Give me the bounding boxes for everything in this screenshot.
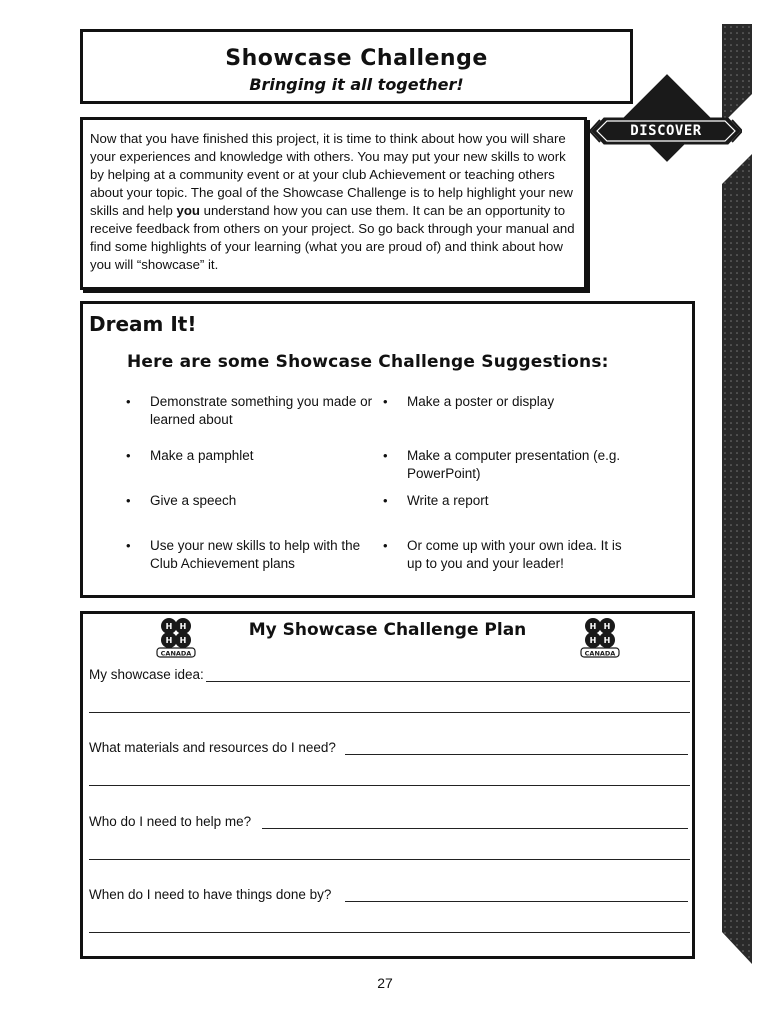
suggestion-text: Use your new skills to help with the Club Achievement plans: [150, 538, 361, 571]
discover-badge: [590, 116, 742, 146]
bullet-icon: •: [126, 394, 131, 409]
answer-line-materials[interactable]: [345, 754, 688, 755]
svg-text:H: H: [603, 636, 611, 645]
intro-bold-word: you: [176, 203, 200, 218]
intro-paragraph: [90, 130, 578, 274]
suggestion-item: [383, 393, 633, 411]
showcase-plan-box: [80, 611, 695, 959]
bullet-icon: •: [383, 448, 388, 463]
svg-text:H: H: [165, 622, 173, 631]
answer-line-helpers[interactable]: [262, 828, 688, 829]
question-showcase-idea: My showcase idea:: [89, 667, 204, 682]
question-deadline: When do I need to have things done by?: [89, 887, 332, 902]
dream-it-box: [80, 301, 695, 598]
question-helpers: Who do I need to help me?: [89, 814, 252, 829]
svg-text:H: H: [179, 636, 187, 645]
page-title: Showcase Challenge: [225, 46, 488, 71]
suggestion-text: Make a computer presentation (e.g. PowerPoint): [407, 448, 621, 481]
suggestion-item: [126, 492, 376, 510]
svg-text:H: H: [603, 622, 611, 631]
bullet-icon: •: [383, 394, 388, 409]
question-materials: What materials and resources do I need?: [89, 740, 336, 755]
svg-text:H: H: [179, 622, 187, 631]
suggestion-text: Demonstrate something you made or learned about: [150, 394, 373, 427]
svg-text:H: H: [165, 636, 173, 645]
bullet-icon: •: [383, 493, 388, 508]
suggestion-text: Write a report: [407, 493, 489, 508]
bullet-icon: •: [126, 538, 131, 553]
suggestion-text: Make a pamphlet: [150, 448, 254, 463]
suggestion-item: [383, 447, 633, 483]
page-subtitle: Bringing it all together!: [249, 75, 464, 94]
plan-heading: My Showcase Challenge Plan: [248, 620, 527, 640]
answer-line-helpers-2[interactable]: [89, 859, 690, 860]
title-box: [80, 29, 633, 104]
answer-line-deadline-2[interactable]: [89, 932, 690, 933]
suggestion-item: [383, 492, 633, 510]
suggestion-item: [126, 447, 376, 465]
bullet-icon: •: [126, 493, 131, 508]
bullet-icon: •: [126, 448, 131, 463]
svg-text:H: H: [589, 636, 597, 645]
suggestion-item: [126, 393, 376, 429]
intro-text-part2: understand how you can use them. It can be an opportunity to receive feedback from others on your project. So go back through your manual and find some highlights of your learning (what you are proud of) and think about how you will “showcase” it.: [90, 203, 575, 272]
answer-line-deadline[interactable]: [345, 901, 688, 902]
intro-box: [80, 117, 587, 290]
logo-text-right: CANADA: [584, 649, 616, 658]
intro-text-part1: Now that you have finished this project, it is time to think about how you will share your experiences and knowledge with others. You may put your new skills to work by helping at a community event or at your club Achievement or teaching others about your topic. The goal of the Showcase Challenge is to help highlight your new skills and help: [90, 131, 573, 218]
svg-text:H: H: [589, 622, 597, 631]
side-tab-decoration: [722, 24, 752, 964]
page-number: 27: [377, 975, 393, 991]
answer-line-showcase-idea-2[interactable]: [89, 712, 690, 713]
discover-label: DISCOVER: [630, 123, 702, 139]
suggestion-item: [383, 537, 633, 573]
suggestion-text: Make a poster or display: [407, 394, 555, 409]
answer-line-showcase-idea[interactable]: [206, 681, 690, 682]
four-h-clover-logo-icon: [577, 615, 623, 659]
suggestion-text: Give a speech: [150, 493, 237, 508]
suggestion-item: [126, 537, 376, 573]
logo-text-left: CANADA: [160, 649, 192, 658]
suggestions-heading: Here are some Showcase Challenge Suggestions:: [127, 352, 609, 372]
dream-it-heading: Dream It!: [89, 312, 197, 336]
suggestion-text: Or come up with your own idea. It is up to you and your leader!: [407, 538, 622, 571]
answer-line-materials-2[interactable]: [89, 785, 690, 786]
bullet-icon: •: [383, 538, 388, 553]
